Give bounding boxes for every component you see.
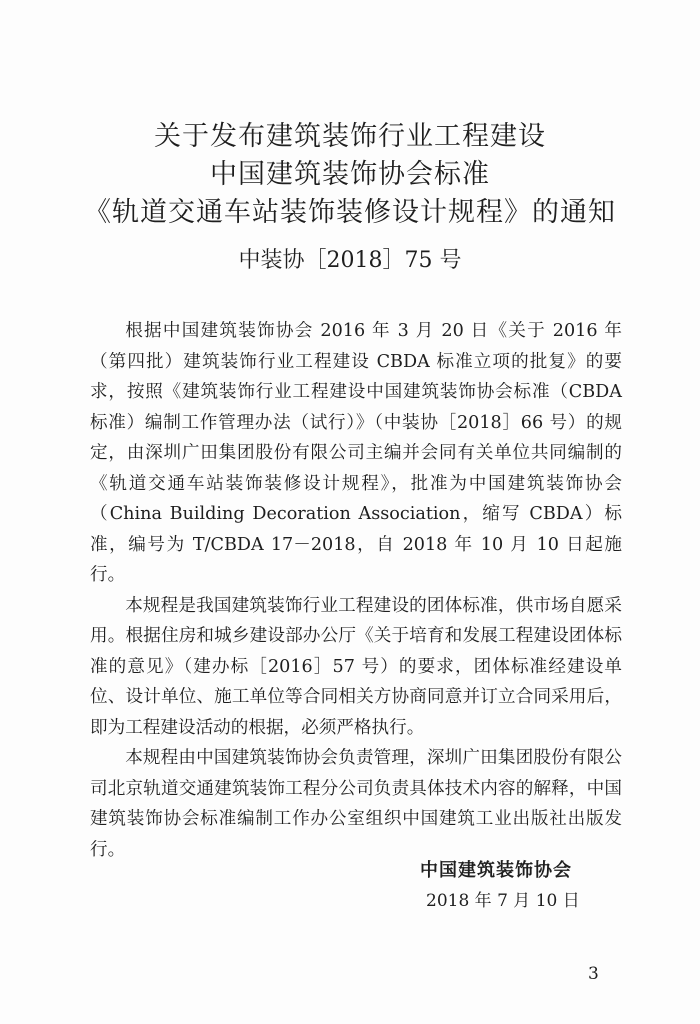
paragraph-3: 本规程由中国建筑装饰协会负责管理，深圳广田集团股份有限公司北京轨道交通建筑装饰工程分公司负责具体技术内容的解释，中国建筑装饰协会标准编制工作办公室组织中国建筑工业出版社出版发行。 (90, 748, 622, 860)
signature-block (420, 856, 620, 916)
paragraph-1: 根据中国建筑装饰协会 2016 年 3 月 20 日《关于 2016 年（第四批）建筑装饰行业工程建设 CBDA 标准立项的批复》的要求，按照《建筑装饰行业工程建设中国建筑装饰协会标准（CBDA 标准）编制工作管理办法（试行）》（中装协［2018］66 号）的规定，由深圳广田集团股份有限公司主编并会同有关单位共同编制的《轨道交通车站装饰装修设计规程》，批准为中国建筑装饰协会（China Building Decoration Association，缩写 CBDA）标准，编号为 T/CBDA 17－2018，自 2018 年 10 月 10 日起施行。 (90, 321, 622, 585)
notice-title (0, 118, 700, 232)
page-number: 3 (588, 964, 599, 984)
issuing-organization: 中国建筑装饰协会 (420, 860, 572, 881)
title-line-2: 中国建筑装饰协会标准 (210, 159, 490, 190)
title-line-1: 关于发布建筑装饰行业工程建设 (154, 121, 546, 152)
document-number: 中装协［2018］75 号 (238, 248, 462, 273)
notice-body (90, 316, 622, 865)
title-line-3: 《轨道交通车站装饰装修设计规程》的通知 (84, 197, 616, 228)
issue-date: 2018 年 7 月 10 日 (426, 891, 580, 911)
paragraph-2: 本规程是我国建筑装饰行业工程建设的团体标准，供市场自愿采用。根据住房和城乡建设部办公厅《关于培育和发展工程建设团体标准的意见》（建办标［2016］57 号）的要求，团体标准经建设单位、设计单位、施工单位等合同相关方协商同意并订立合同采用后，即为工程建设活动的根据，必须严格执行。 (90, 595, 622, 738)
